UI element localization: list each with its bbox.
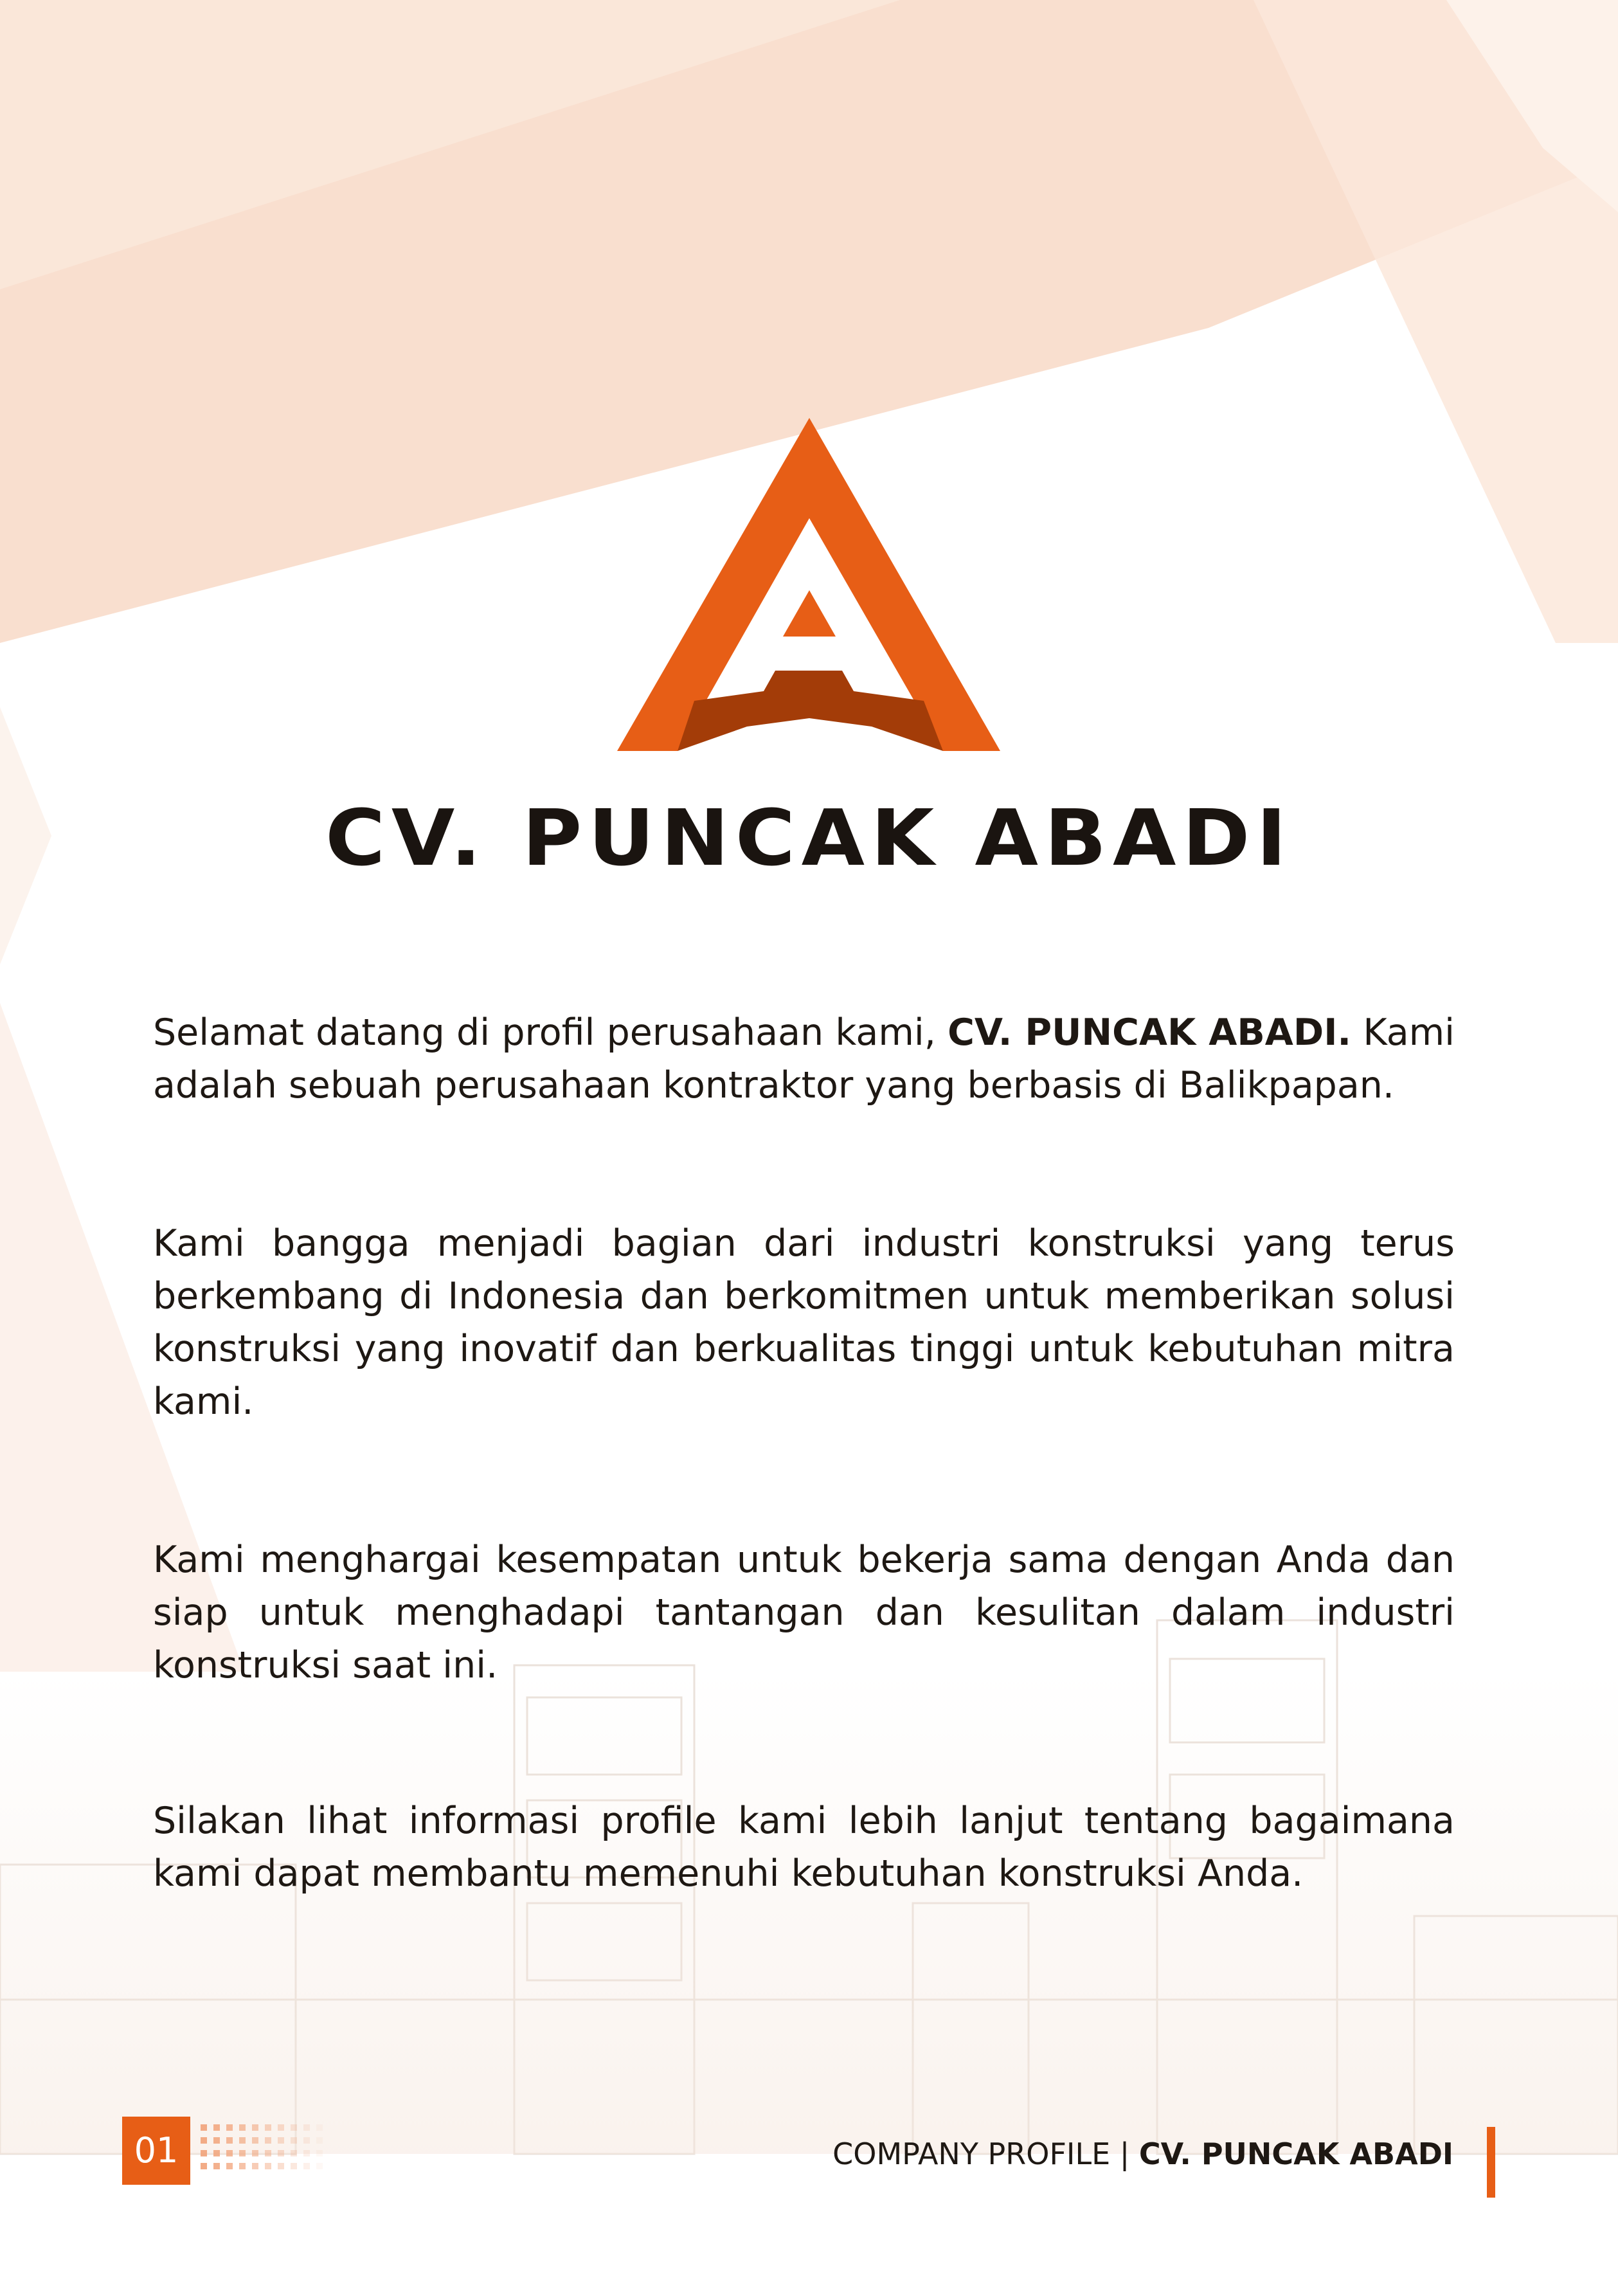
mountain-a-logo-icon bbox=[617, 418, 1000, 751]
intro-paragraph-4: Silakan lihat informasi profile kami lebih lanjut tentang bagaimana kami dapat membantu memenuhi kebutuhan konstruksi Anda. bbox=[153, 1800, 1455, 1895]
footer-company-name: CV. PUNCAK ABADI bbox=[1138, 2137, 1453, 2171]
intro-company-name: CV. PUNCAK ABADI. bbox=[948, 1011, 1352, 1054]
footer-accent-bar bbox=[1487, 2127, 1495, 2198]
dot-grid-icon bbox=[201, 2122, 342, 2180]
intro-paragraph-3: Kami menghargai kesempatan untuk bekerja sama dengan Anda dan siap untuk menghadapi tantangan dan kesulitan dalam industri konstruksi saat ini. bbox=[153, 1539, 1455, 1686]
logo-base bbox=[678, 671, 943, 751]
footer-label bbox=[832, 2128, 1453, 2180]
company-name-title: CV. PUNCAK ABADI bbox=[325, 794, 1293, 883]
intro-text bbox=[153, 1006, 1455, 2005]
logo-inner-peak bbox=[783, 590, 836, 637]
intro-paragraph-2: Kami bangga menjadi bagian dari industri konstruksi yang terus berkembang di Indonesia dan berkomitmen untuk memberikan solusi konstruksi yang inovatif dan berkualitas tinggi untuk kebutuhan mitra kami. bbox=[153, 1222, 1455, 1423]
page-number-badge: 01 bbox=[122, 2117, 190, 2185]
footer-profile-label: COMPANY PROFILE | bbox=[832, 2137, 1139, 2171]
intro-paragraph-1-start: Selamat datang di profil perusahaan kami, bbox=[153, 1011, 948, 1054]
intro-paragraph-1 bbox=[153, 1006, 1455, 1112]
intro-paragraph-1-end: Kami adalah sebuah perusahaan kontraktor yang berbasis di Balikpapan. bbox=[153, 1011, 1455, 1107]
